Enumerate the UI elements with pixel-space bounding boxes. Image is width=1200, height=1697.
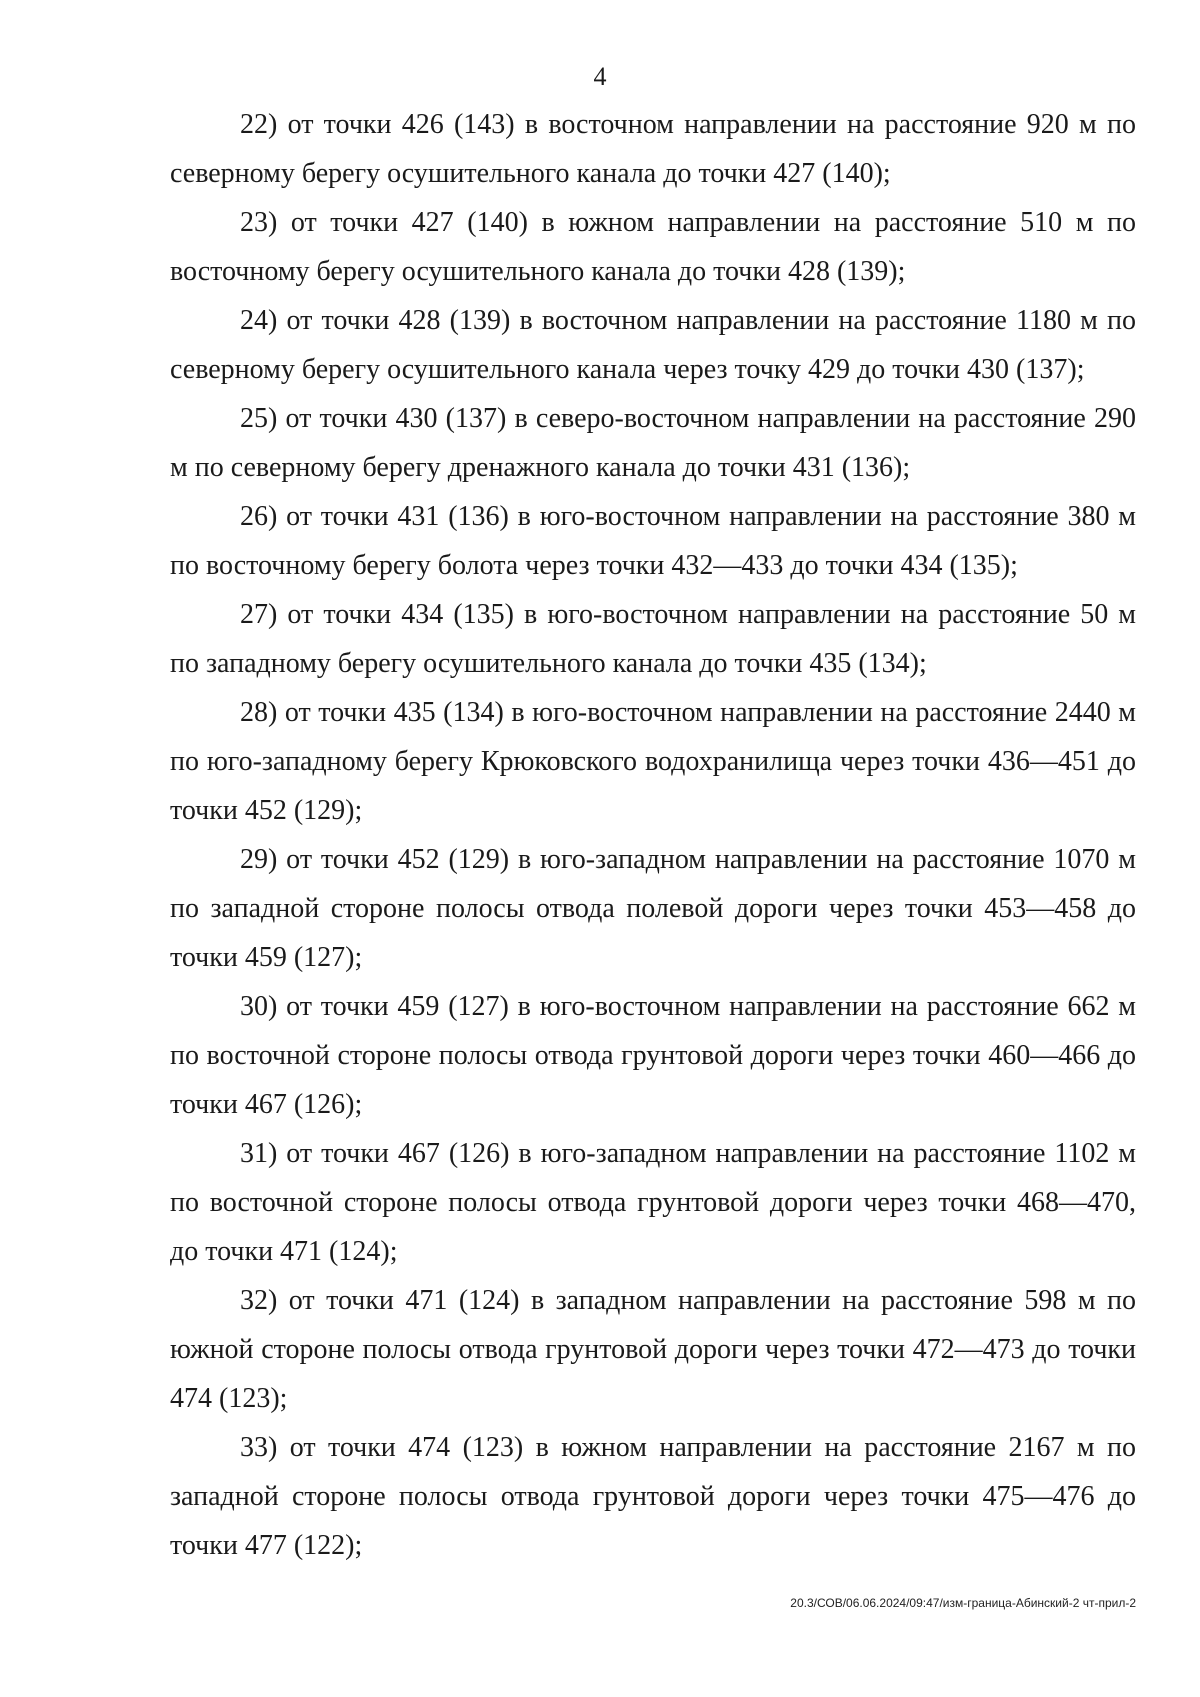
boundary-clause-31: 31) от точки 467 (126) в юго-западном направлении на расстояние 1102 м по восточной стороне полосы отвода грунтовой дороги через точки 468—470, до точки 471 (124); [170,1138,1136,1267]
page-number: 4 [593,62,607,91]
document-body [170,100,1136,1570]
boundary-clause-29: 29) от точки 452 (129) в юго-западном направлении на расстояние 1070 м по западной стороне полосы отвода полевой дороги через точки 453—458 до точки 459 (127); [170,844,1136,973]
boundary-clause-27: 27) от точки 434 (135) в юго-восточном направлении на расстояние 50 м по западному берегу осушительного канала до точки 435 (134); [170,599,1136,679]
boundary-clause-25: 25) от точки 430 (137) в северо-восточном направлении на расстояние 290 м по северному берегу дренажного канала до точки 431 (136); [170,403,1136,483]
boundary-clause-28: 28) от точки 435 (134) в юго-восточном направлении на расстояние 2440 м по юго-западному берегу Крюковского водохранилища через точки 436—451 до точки 452 (129); [170,697,1136,826]
boundary-clause-33: 33) от точки 474 (123) в южном направлении на расстояние 2167 м по западной стороне полосы отвода грунтовой дороги через точки 475—476 до точки 477 (122); [170,1432,1136,1561]
boundary-clause-30: 30) от точки 459 (127) в юго-восточном направлении на расстояние 662 м по восточной стороне полосы отвода грунтовой дороги через точки 460—466 до точки 467 (126); [170,991,1136,1120]
boundary-clause-26: 26) от точки 431 (136) в юго-восточном направлении на расстояние 380 м по восточному берегу болота через точки 432—433 до точки 434 (135); [170,501,1136,581]
boundary-clause-32: 32) от точки 471 (124) в западном направлении на расстояние 598 м по южной стороне полосы отвода грунтовой дороги через точки 472—473 до точки 474 (123); [170,1285,1136,1414]
boundary-clause-24: 24) от точки 428 (139) в восточном направлении на расстояние 1180 м по северному берегу осушительного канала через точку 429 до точки 430 (137); [170,305,1136,385]
boundary-clause-22: 22) от точки 426 (143) в восточном направлении на расстояние 920 м по северному берегу осушительного канала до точки 427 (140); [170,109,1136,189]
boundary-clause-23: 23) от точки 427 (140) в южном направлении на расстояние 510 м по восточному берегу осушительного канала до точки 428 (139); [170,207,1136,287]
document-footer-code: 20.3/СОВ/06.06.2024/09:47/изм-граница-Абинский-2 чт-прил-2 [790,1596,1136,1610]
